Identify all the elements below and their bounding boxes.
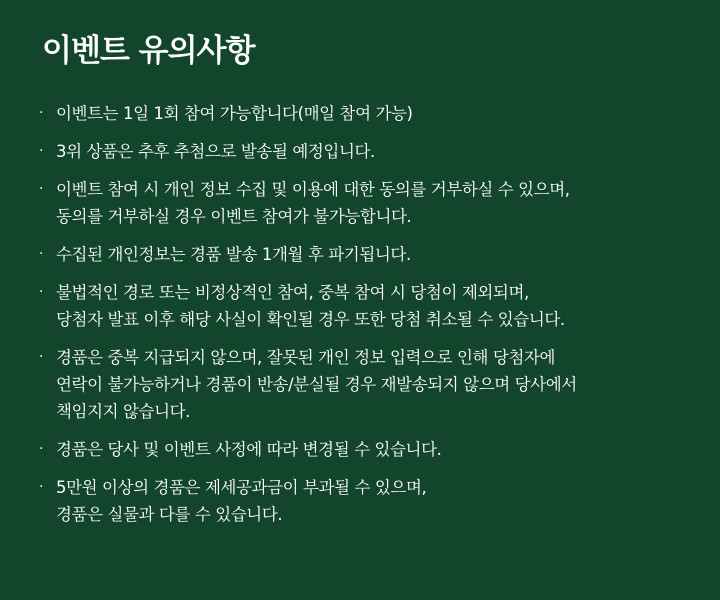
bullet-dot-icon: · <box>38 479 44 495</box>
notice-item-line: 이벤트는 1일 1회 참여 가능합니다(매일 참여 가능) <box>56 104 413 123</box>
notice-item <box>34 279 690 333</box>
notice-item-line: 경품은 실물과 다를 수 있습니다. <box>56 505 283 524</box>
notice-item <box>34 176 690 230</box>
notice-item <box>34 436 690 463</box>
notice-item-line: 경품은 중복 지급되지 않으며, 잘못된 개인 정보 입력으로 인해 당첨자에 <box>56 348 556 367</box>
notice-item-line: 5만원 이상의 경품은 제세공과금이 부과될 수 있으며, <box>56 478 427 497</box>
notice-item <box>34 344 690 425</box>
notice-item-line: 불법적인 경로 또는 비정상적인 참여, 중복 참여 시 당첨이 제외되며, <box>56 283 529 302</box>
notice-item-line: 경품은 당사 및 이벤트 사정에 따라 변경될 수 있습니다. <box>56 440 442 459</box>
notice-item-line: 당첨자 발표 이후 해당 사실이 확인될 경우 또한 당첨 취소될 수 있습니다. <box>56 310 565 329</box>
notice-item <box>34 100 690 127</box>
notice-item-line: 동의를 거부하실 경우 이벤트 참여가 불가능합니다. <box>56 207 412 226</box>
notice-item <box>34 474 690 528</box>
bullet-dot-icon: · <box>38 105 44 121</box>
notice-title: 이벤트 유의사항 <box>42 33 255 69</box>
bullet-dot-icon: · <box>38 441 44 457</box>
bullet-dot-icon: · <box>38 181 44 197</box>
notice-item-line: 수집된 개인정보는 경품 발송 1개월 후 파기됩니다. <box>56 245 411 264</box>
notice-item-line: 연락이 불가능하거나 경품이 반송/분실될 경우 재발송되지 않으며 당사에서 <box>56 375 577 394</box>
notice-list <box>34 100 690 528</box>
notice-item <box>34 138 690 165</box>
notice-item-line: 이벤트 참여 시 개인 정보 수집 및 이용에 대한 동의를 거부하실 수 있으며, <box>56 180 570 199</box>
notice-item-line: 책임지지 않습니다. <box>56 402 191 421</box>
notice-item <box>34 241 690 268</box>
bullet-dot-icon: · <box>38 284 44 300</box>
notice-item-line: 3위 상품은 추후 추첨으로 발송될 예정입니다. <box>56 142 375 161</box>
bullet-dot-icon: · <box>38 349 44 365</box>
bullet-dot-icon: · <box>38 246 44 262</box>
bullet-dot-icon: · <box>38 143 44 159</box>
